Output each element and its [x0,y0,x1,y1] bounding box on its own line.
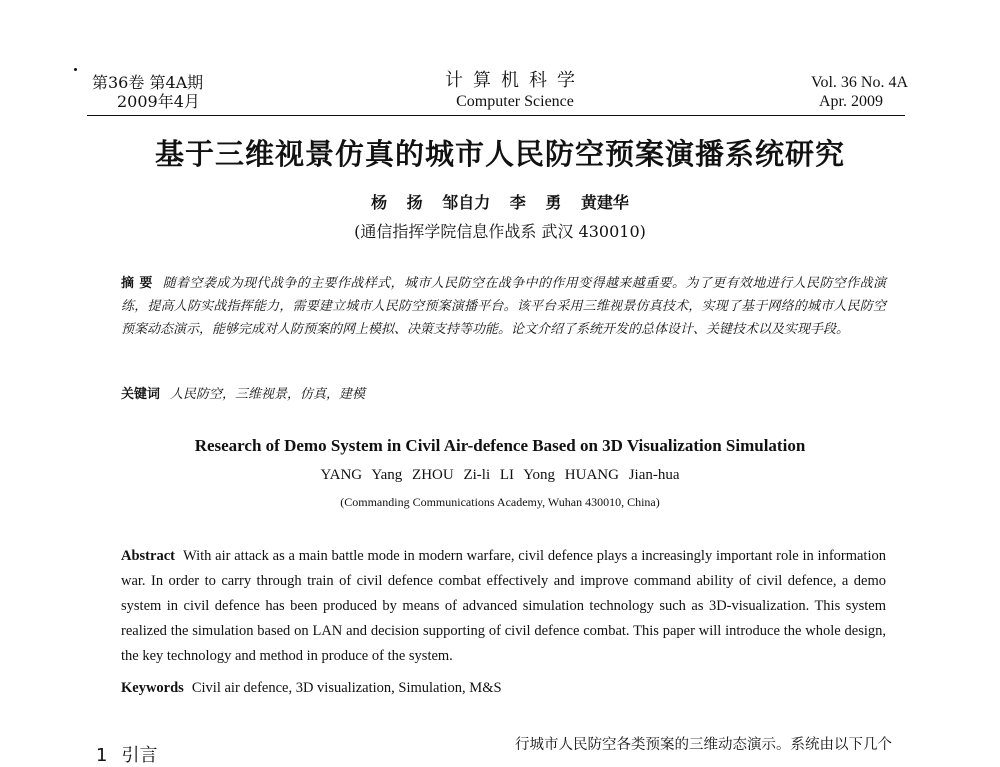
affiliation-cn: (通信指挥学院信息作战系 武汉 430010) [354,222,646,241]
scan-mark [74,68,77,71]
body-text-right-column: 行城市人民防空各类预案的三维动态演示。系统由以下几个 [515,737,892,753]
abstract-en-label: Abstract [121,548,175,564]
keywords-cn-label: 关键词 [121,387,161,402]
section-title: 引言 [121,745,158,766]
authors-cn: 杨 扬 邹自力 李 勇 黄建华 [371,193,629,212]
journal-name-en: Computer Science [456,93,574,110]
section-number: 1 [96,745,108,766]
journal-name-cn: 计算机科学 [445,70,585,91]
abstract-cn-text: 随着空袭成为现代战争的主要作战样式，城市人民防空在战争中的作用变得越来越重要。为了更有效地进行人民防空作战演练，提高人防实战指挥能力，需要建立城市人民防空预案演播平台。该平台采用三维视景仿真技术，实现了基于网络的城市人民防空预案动态演示，能够完成对人防预案的网上模拟、决策支持等功能。论文介绍了系统开发的总体设计、关键技术以及实现手段。 [121,276,886,337]
affiliation-en: (Commanding Communications Academy, Wuhan 430010, China) [340,495,660,509]
abstract-cn [121,272,886,341]
date-en: Apr. 2009 [819,93,883,110]
header-rule [87,115,905,116]
keywords-cn-text: 人民防空，三维视景，仿真，建模 [170,387,366,402]
keywords-en [121,680,502,697]
authors-en: YANG Yang ZHOU Zi-li LI Yong HUANG Jian-hua [320,467,680,483]
paper-title-en: Research of Demo System in Civil Air-defence Based on 3D Visualization Simulation [194,436,806,455]
volume-issue: 第36卷 第4A期 [92,73,204,92]
section-heading [96,741,157,767]
abstract-en-text: With air attack as a main battle mode in modern warfare, civil defence plays a increasingly important role in information war. In order to carry through train of civil defence combat effectively and improve command ability of civil defence, a demo system in civil defence has been produced by means of advanced simulation technology such as 3D-visualization. This system realized the simulation based on LAN and decision supporting of civil defence combat. This paper will introduce the whole design, the key technology and method in produce of the system. [121,548,886,664]
abstract-en [121,544,886,669]
paper-title-cn: 基于三维视景仿真的城市人民防空预案演播系统研究 [154,137,845,171]
keywords-cn [121,383,365,402]
date-cn: 2009年4月 [117,92,200,111]
abstract-cn-label: 摘 要 [121,276,153,291]
keywords-en-label: Keywords [121,680,184,696]
keywords-en-text: Civil air defence, 3D visualization, Simulation, M&S [191,680,502,696]
volume-en: Vol. 36 No. 4A [810,74,908,91]
